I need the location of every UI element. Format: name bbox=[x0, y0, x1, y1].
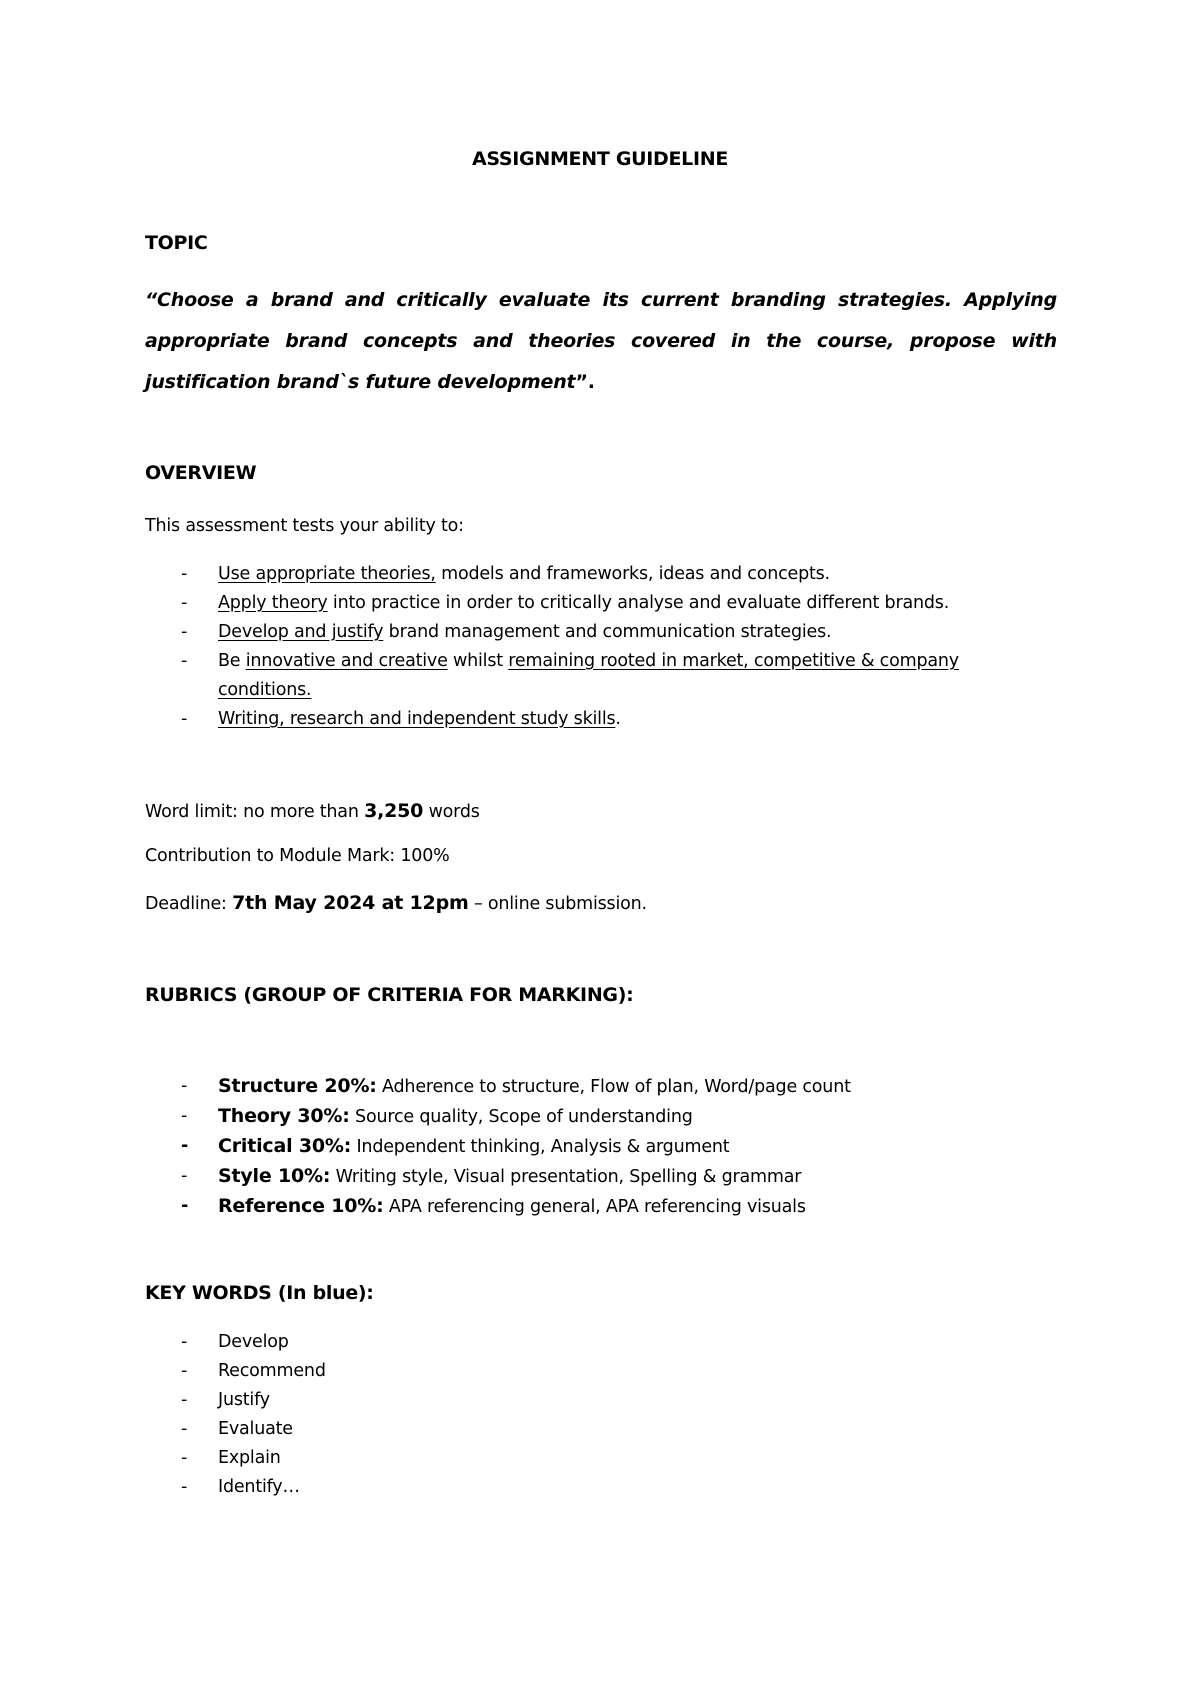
list-item bbox=[145, 618, 1045, 647]
list-item bbox=[145, 647, 978, 705]
rubric-text: Independent thinking, Analysis & argument bbox=[351, 1137, 730, 1157]
list-item-text: into practice in order to critically analyse and evaluate different brands. bbox=[327, 593, 950, 613]
list-item bbox=[145, 1473, 745, 1502]
rubric-label: Structure 20%: bbox=[218, 1075, 377, 1097]
overview-intro: This assessment tests your ability to: bbox=[145, 516, 464, 536]
keywords-heading: KEY WORDS (In blue): bbox=[145, 1282, 374, 1304]
bullet-dash: - bbox=[181, 709, 188, 729]
overview-list bbox=[145, 560, 1045, 734]
bullet-dash: - bbox=[181, 1419, 188, 1439]
rubric-text: Adherence to structure, Flow of plan, Word/page count bbox=[376, 1077, 851, 1097]
bullet-dash: - bbox=[181, 1390, 188, 1410]
keyword: Explain bbox=[218, 1448, 281, 1468]
rubric-text: Writing style, Visual presentation, Spelling & grammar bbox=[330, 1167, 802, 1187]
deadline-rest: – online submission. bbox=[468, 894, 647, 914]
bullet-dash: - bbox=[181, 593, 188, 613]
rubric-label: Reference 10%: bbox=[218, 1195, 384, 1217]
deadline-label: Deadline: bbox=[145, 894, 233, 914]
deadline bbox=[145, 892, 647, 914]
list-item bbox=[145, 1192, 1045, 1222]
list-item bbox=[145, 1102, 1045, 1132]
list-item-underlined: innovative and creative bbox=[245, 651, 448, 671]
topic-text: “Choose a brand and critically evaluate its current branding strategies. Applying appropriate brand concepts and theories covered in the course, propose with justification brand`s future development bbox=[145, 289, 1057, 393]
list-item-text: Be bbox=[218, 651, 246, 671]
list-item bbox=[145, 589, 1045, 618]
bullet-dash: - bbox=[181, 1448, 188, 1468]
list-item-underlined: Use appropriate theories, bbox=[218, 564, 436, 584]
keyword: Evaluate bbox=[218, 1419, 293, 1439]
list-item-underlined: Apply theory bbox=[218, 593, 328, 613]
bullet-dash: - bbox=[181, 1332, 188, 1352]
bullet-dash: - bbox=[181, 1136, 189, 1156]
keyword: Develop bbox=[218, 1332, 289, 1352]
list-item-underlined: Develop and justify bbox=[218, 622, 384, 642]
keywords-list bbox=[145, 1328, 745, 1502]
list-item bbox=[145, 1132, 1045, 1162]
word-limit-label: Word limit: no more than bbox=[145, 802, 365, 822]
rubric-label: Style 10%: bbox=[218, 1165, 331, 1187]
rubric-label: Critical 30%: bbox=[218, 1135, 352, 1157]
list-item bbox=[145, 1386, 745, 1415]
list-item-text: models and frameworks, ideas and concepts. bbox=[435, 564, 830, 584]
topic-closing-quote: ”. bbox=[575, 371, 595, 393]
rubric-text: APA referencing general, APA referencing visuals bbox=[383, 1197, 806, 1217]
bullet-dash: - bbox=[181, 1166, 188, 1186]
document-title: ASSIGNMENT GUIDELINE bbox=[471, 148, 729, 170]
word-limit-value: 3,250 bbox=[364, 800, 424, 822]
rubric-text: Source quality, Scope of understanding bbox=[349, 1107, 693, 1127]
list-item bbox=[145, 1357, 745, 1386]
list-item-underlined: Writing, research and independent study skills bbox=[218, 709, 616, 729]
bullet-dash: - bbox=[181, 651, 188, 671]
bullet-dash: - bbox=[181, 1477, 188, 1497]
rubrics-list bbox=[145, 1072, 1045, 1222]
list-item-underlined: remaining rooted in market, competitive & company conditions. bbox=[218, 651, 959, 700]
bullet-dash: - bbox=[181, 564, 188, 584]
rubric-label: Theory 30%: bbox=[218, 1105, 350, 1127]
list-item-text: brand management and communication strategies. bbox=[383, 622, 832, 642]
bullet-dash: - bbox=[181, 1076, 188, 1096]
bullet-dash: - bbox=[181, 1106, 188, 1126]
list-item bbox=[145, 1328, 745, 1357]
word-limit bbox=[145, 800, 480, 822]
keyword: Recommend bbox=[218, 1361, 326, 1381]
overview-heading: OVERVIEW bbox=[145, 462, 257, 484]
deadline-value: 7th May 2024 at 12pm bbox=[232, 892, 469, 914]
list-item bbox=[145, 1444, 745, 1473]
list-item-text: . bbox=[615, 709, 621, 729]
topic-statement bbox=[145, 280, 1057, 403]
bullet-dash: - bbox=[181, 1361, 188, 1381]
list-item bbox=[145, 1072, 1045, 1102]
word-limit-unit: words bbox=[423, 802, 480, 822]
rubrics-heading: RUBRICS (GROUP OF CRITERIA FOR MARKING): bbox=[145, 984, 634, 1006]
module-contribution: Contribution to Module Mark: 100% bbox=[145, 846, 450, 866]
list-item bbox=[145, 560, 1045, 589]
list-item bbox=[145, 705, 1045, 734]
topic-heading: TOPIC bbox=[145, 232, 208, 254]
keyword: Identify… bbox=[218, 1477, 300, 1497]
list-item-text: whilst bbox=[447, 651, 509, 671]
bullet-dash: - bbox=[181, 1196, 189, 1216]
bullet-dash: - bbox=[181, 622, 188, 642]
list-item bbox=[145, 1162, 1045, 1192]
list-item bbox=[145, 1415, 745, 1444]
keyword: Justify bbox=[218, 1390, 270, 1410]
